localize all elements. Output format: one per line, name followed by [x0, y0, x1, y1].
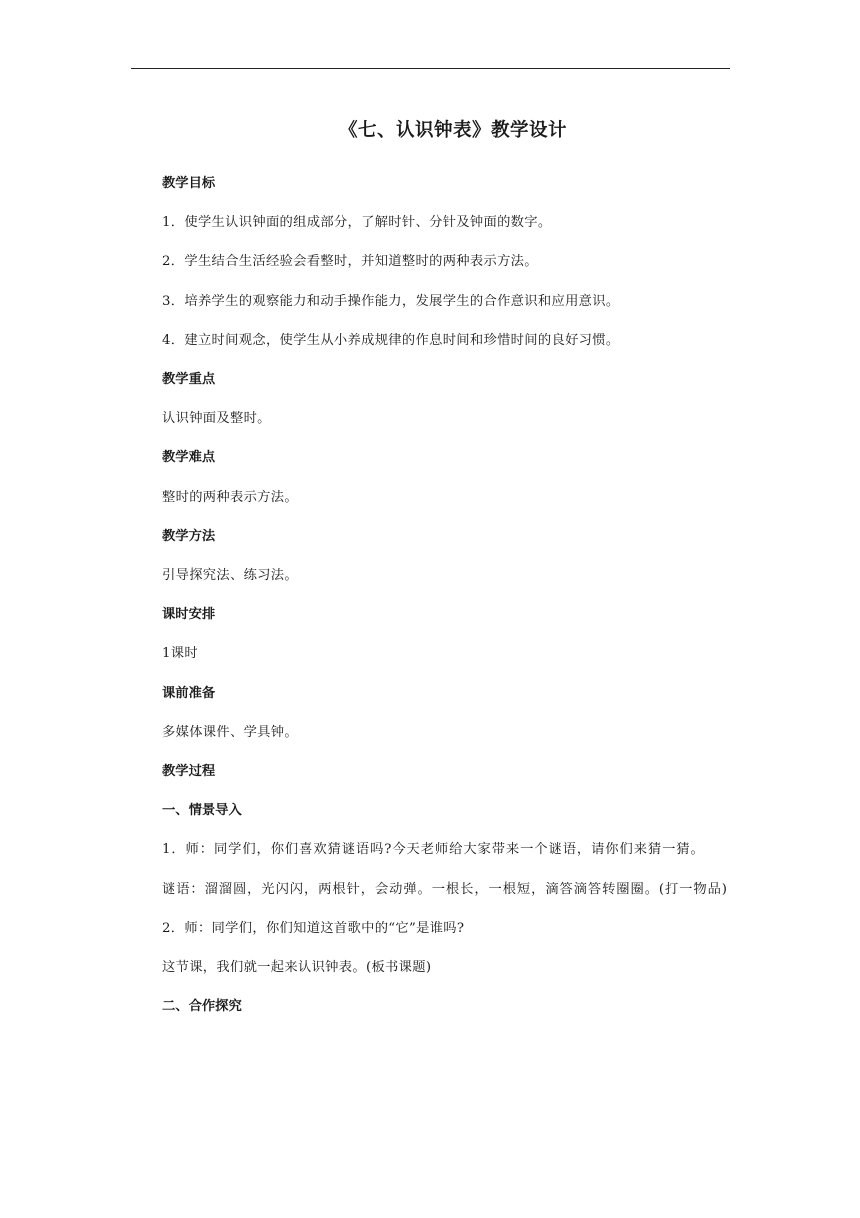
section-heading-explore: 二、合作探究	[162, 999, 242, 1015]
section-heading-methods: 教学方法	[162, 528, 216, 544]
paragraph: 认识钟面及整时。	[162, 411, 271, 427]
paragraph: 1课时	[162, 646, 198, 662]
section-heading-key-points: 教学重点	[162, 372, 216, 388]
paragraph: 3．培养学生的观察能力和动手操作能力，发展学生的合作意识和应用意识。	[162, 293, 620, 309]
paragraph: 2．学生结合生活经验会看整时，并知道整时的两种表示方法。	[162, 254, 538, 270]
section-heading-intro: 一、情景导入	[162, 803, 242, 819]
section-heading-process: 教学过程	[162, 764, 216, 780]
paragraph: 多媒体课件、学具钟。	[162, 724, 298, 740]
paragraph: 4．建立时间观念，使学生从小养成规律的作息时间和珍惜时间的良好习惯。	[162, 332, 620, 348]
paragraph: 这节课，我们就一起来认识钟表。(板书课题)	[162, 960, 432, 976]
document-body	[131, 164, 730, 1026]
section-heading-schedule: 课时安排	[162, 607, 216, 623]
paragraph: 2．师：同学们，你们知道这首歌中的“它”是谁吗?	[162, 920, 465, 936]
header-rule	[131, 68, 730, 69]
section-heading-objectives: 教学目标	[162, 176, 216, 191]
paragraph: 谜语：溜溜圆，光闪闪，两根针，会动弹。一根长，一根短，滴答滴答转圈圈。(打一物品)	[162, 881, 728, 897]
section-heading-preparation: 课前准备	[162, 685, 216, 701]
document-title: 《七、认识钟表》教学设计	[338, 120, 567, 141]
paragraph: 引导探究法、练习法。	[162, 568, 298, 584]
paragraph: 整时的两种表示方法。	[162, 489, 298, 505]
paragraph: 1．师：同学们，你们喜欢猜谜语吗?今天老师给大家带来一个谜语，请你们来猜一猜。	[162, 842, 705, 858]
paragraph: 1．使学生认识钟面的组成部分，了解时针、分针及钟面的数字。	[162, 215, 552, 231]
section-heading-difficulties: 教学难点	[162, 450, 216, 466]
